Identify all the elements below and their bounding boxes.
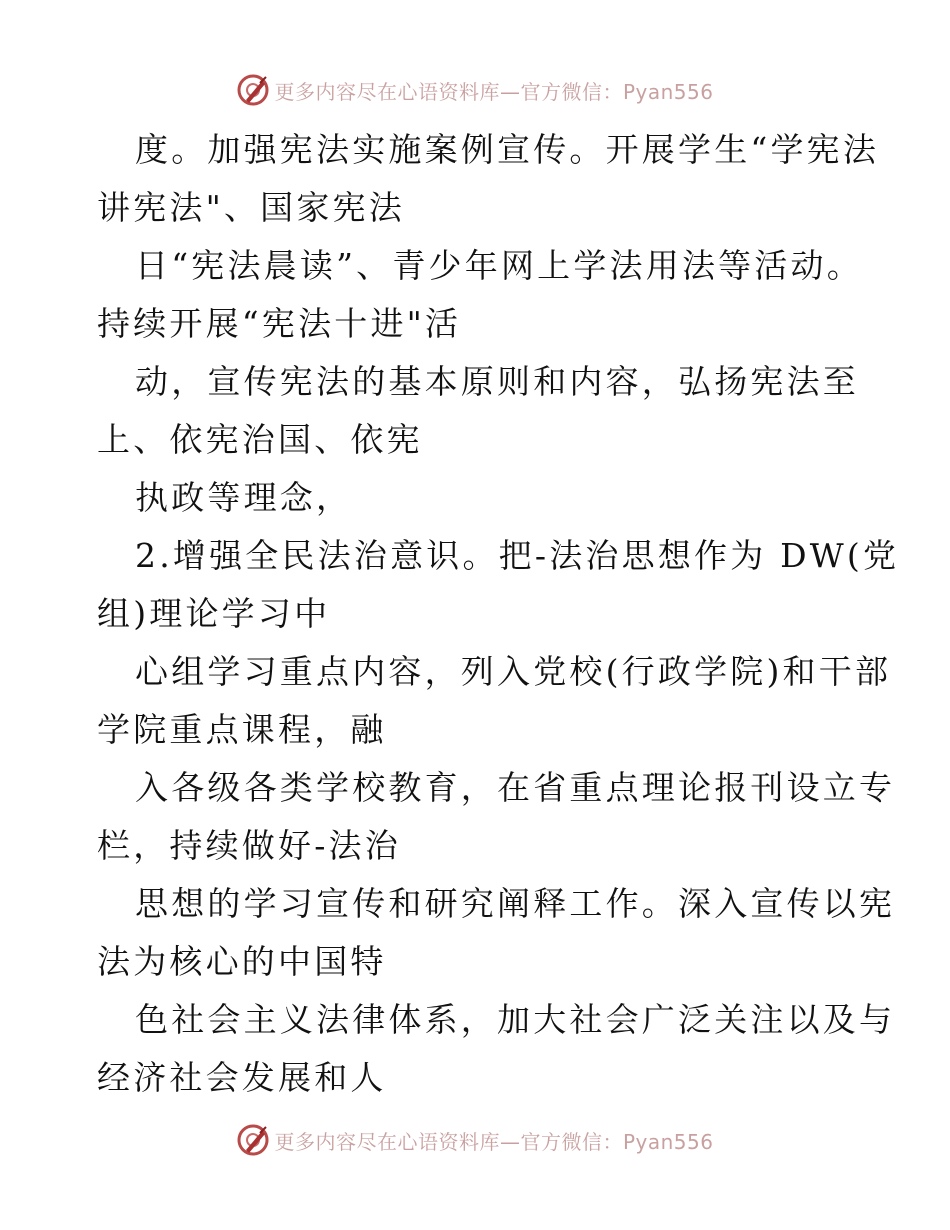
text-line: 思想的学习宣传和研究阐释工作。深入宣传以宪 <box>135 884 896 923</box>
watermark-text: 更多内容尽在心语资料库—官方微信：Pyan556 <box>274 79 714 104</box>
text-line: 动，宣传宪法的基本原则和内容，弘扬宪法至 <box>135 362 859 401</box>
text-line: 入各级各类学校教育，在省重点理论报刊设立专 <box>135 768 896 807</box>
tag-pen-logo-icon <box>236 73 270 107</box>
text-line: 心组学习重点内容，列入党校(行政学院)和干部 <box>135 652 892 691</box>
text-line: 经济社会发展和人 <box>97 1058 387 1097</box>
text-line: 栏，持续做好-法治 <box>97 826 401 865</box>
text-line: 组)理论学习中 <box>97 594 331 633</box>
tag-pen-logo-icon <box>236 1123 270 1157</box>
text-line: 法为核心的中国特 <box>97 942 387 981</box>
header-watermark <box>0 70 950 110</box>
text-line: 日“宪法晨读”、青少年网上学法用法等活动。 <box>135 246 863 285</box>
text-line: 上、依宪治国、依宪 <box>97 420 423 459</box>
text-line: 学院重点课程，融 <box>97 710 387 749</box>
text-line: 讲宪法"、国家宪法 <box>97 188 405 227</box>
footer-watermark <box>0 1120 950 1160</box>
text-line: 2.增强全民法治意识。把-法治思想作为 DW(党 <box>135 536 900 575</box>
watermark-text: 更多内容尽在心语资料库—官方微信：Pyan556 <box>274 1129 714 1154</box>
text-line: 色社会主义法律体系，加大社会广泛关注以及与 <box>135 1000 896 1039</box>
text-line: 执政等理念， <box>135 478 353 517</box>
text-line: 持续开展“宪法十进"活 <box>97 304 462 343</box>
text-line: 度。加强宪法实施案例宣传。开展学生“学宪法 <box>135 130 880 169</box>
